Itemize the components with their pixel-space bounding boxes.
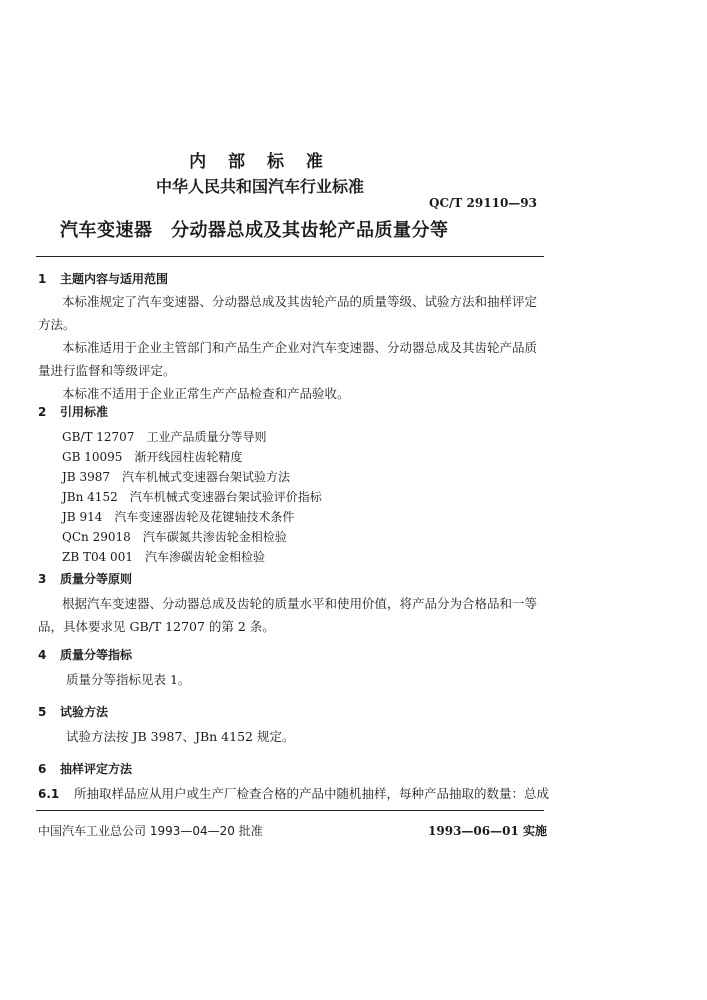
section-3-body [38,592,544,638]
section-number: 3 [38,572,47,586]
section-title: 试验方法 [60,705,109,719]
section-title: 引用标准 [60,405,109,419]
section-title: 质量分等指标 [60,648,133,662]
reference-code: QCn 29018 [62,530,131,544]
list-item [62,447,322,467]
section-title: 质量分等原则 [60,572,133,586]
reference-code: JB 914 [62,510,103,524]
paragraph: 根据汽车变速器、分动器总成及齿轮的质量水平和使用价值，将产品分为合格品和一等品，具体要求见 GB/T 12707 的第 2 条。 [38,596,538,634]
section-number: 2 [38,405,47,419]
section-title: 抽样评定方法 [60,762,133,776]
section-1-body [38,290,544,405]
section-number: 1 [38,272,47,286]
reference-name: 工业产品质量分等导则 [146,430,267,444]
section-5-text: 试验方法按 JB 3987、JBn 4152 规定。 [66,729,295,744]
list-item [62,467,322,487]
list-item [62,507,322,527]
reference-code: GB 10095 [62,450,123,464]
reference-code: GB/T 12707 [62,430,135,444]
section-number: 5 [38,705,47,719]
list-item [62,427,322,447]
header-internal-standard: 内 部 标 准 [189,152,331,172]
paragraph: 本标准不适用于企业正常生产产品检查和产品验收。 [62,386,350,401]
section-title: 主题内容与适用范围 [60,272,169,286]
reference-name: 汽车碳氮共渗齿轮金相检验 [142,530,287,544]
reference-list [62,427,322,567]
section-2-heading [38,403,108,420]
list-item [62,487,322,507]
clause-text: 所抽取样品应从用户或生产厂检查合格的产品中随机抽样，每种产品抽取的数量：总成 [74,786,550,801]
reference-name: 汽车机械式变速器台架试验评价指标 [129,490,322,504]
reference-code: JB 3987 [62,470,110,484]
footer-divider [36,810,544,811]
section-1-heading [38,270,168,287]
approval-line: 中国汽车工业总公司 1993—04—20 批准 [38,824,263,838]
section-5-heading [38,703,108,720]
reference-code: JBn 4152 [62,490,118,504]
section-6-heading [38,760,132,777]
implementation-date: 1993—06—01 实施 [428,824,547,838]
reference-name: 汽车机械式变速器台架试验方法 [122,470,291,484]
clause-number: 6.1 [38,787,60,801]
reference-name: 汽车渗碳齿轮金相检验 [144,550,265,564]
paragraph: 本标准规定了汽车变速器、分动器总成及其齿轮产品的质量等级、试验方法和抽样评定方法。 [38,294,538,332]
reference-code: ZB T04 001 [62,550,133,564]
paragraph: 本标准适用于企业主管部门和产品生产企业对汽车变速器、分动器总成及其齿轮产品质量进行监督和等级评定。 [38,340,538,378]
reference-name: 汽车变速器齿轮及花键轴技术条件 [114,510,295,524]
standard-code: QC/T 29110—93 [429,196,537,210]
section-number: 4 [38,648,47,662]
list-item [62,547,322,567]
section-4-heading [38,646,132,663]
clause-6-1 [38,784,549,802]
title-divider [36,256,544,257]
section-number: 6 [38,762,47,776]
list-item [62,527,322,547]
section-4-text: 质量分等指标见表 1。 [66,672,191,687]
section-3-heading [38,570,132,587]
header-industry-standard: 中华人民共和国汽车行业标准 [155,177,364,196]
document-title: 汽车变速器 分动器总成及其齿轮产品质量分等 [60,220,449,241]
reference-name: 渐开线园柱齿轮精度 [134,450,243,464]
